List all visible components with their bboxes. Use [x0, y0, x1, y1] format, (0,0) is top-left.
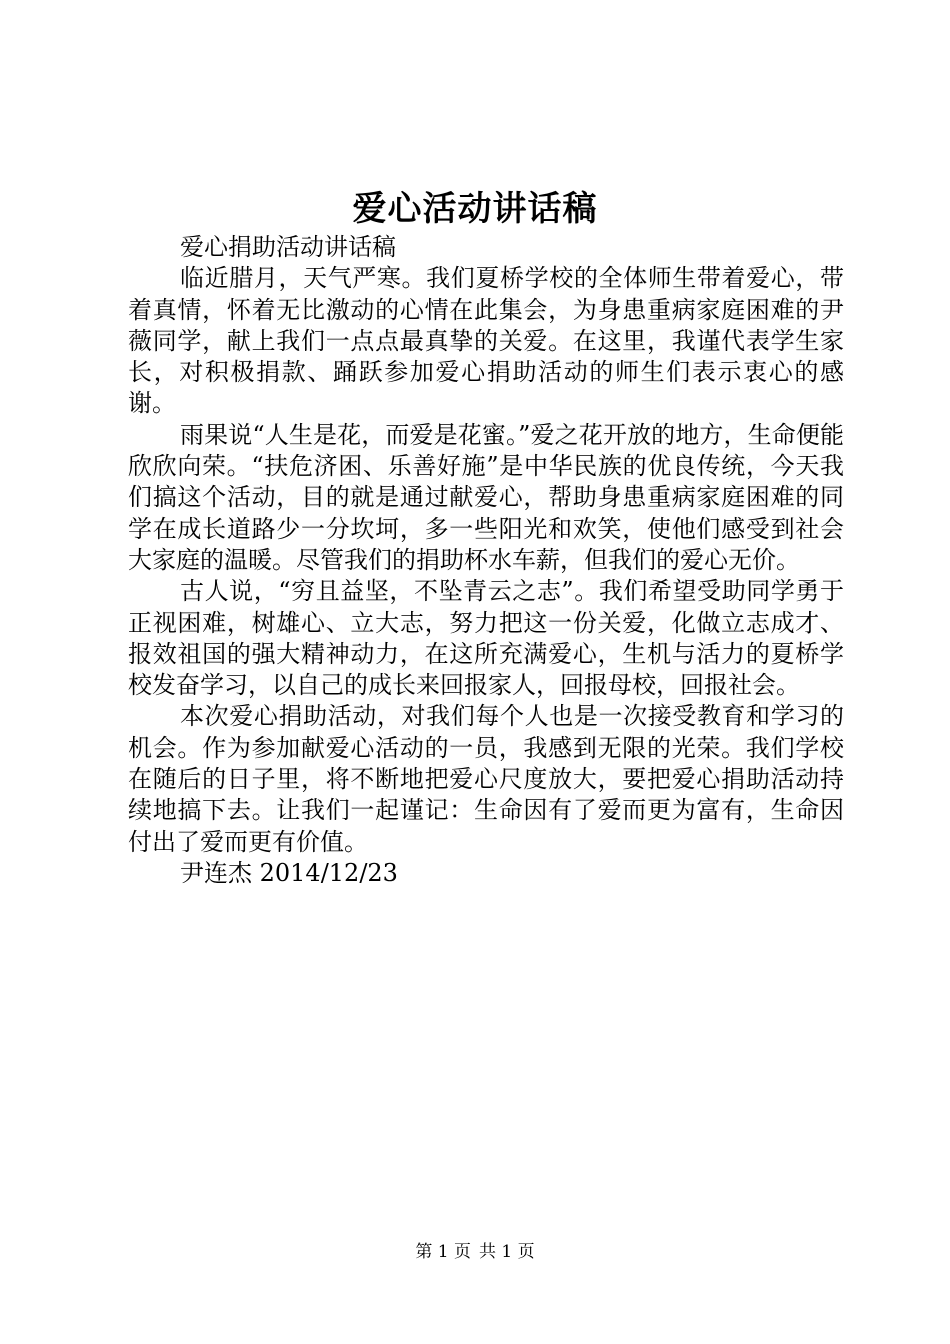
page-total: 共 1 页 — [479, 1242, 535, 1262]
paragraph-4: 本次爱心捐助活动，对我们每个人也是一次接受教育和学习的机会。作为参加献爱心活动的一员，我感到无限的光荣。我们学校在随后的日子里，将不断地把爱心尺度放大，要把爱心捐助活动持续地搞下去。让我们一起谨记：生命因有了爱而更为富有，生命因付出了爱而更有价值。 — [128, 702, 844, 856]
page-number: 第 1 页 — [415, 1242, 471, 1262]
page-footer — [0, 1240, 950, 1264]
paragraph-2: 雨果说“人生是花，而爱是花蜜。”爱之花开放的地方，生命便能欣欣向荣。“扶危济困、乐善好施”是中华民族的优良传统，今天我们搞这个活动，目的就是通过献爱心，帮助身患重病家庭困难的同学在成长道路少一分坎坷，多一些阳光和欢笑，使他们感受到社会大家庭的温暖。尽管我们的捐助杯水车薪，但我们的爱心无价。 — [128, 420, 844, 574]
paragraph-1: 临近腊月，天气严寒。我们夏桥学校的全体师生带着爱心，带着真情，怀着无比激动的心情在此集会，为身患重病家庭困难的尹薇同学，献上我们一点点最真挚的关爱。在这里，我谨代表学生家长，对积极捐款、踊跃参加爱心捐助活动的师生们表示衷心的感谢。 — [128, 264, 844, 418]
signature-line: 尹连杰 2014/12/23 — [180, 858, 398, 887]
page-title: 爱心活动讲话稿 — [352, 189, 598, 229]
document-body — [128, 232, 844, 889]
paragraph-3: 古人说，“穷且益坚，不坠青云之志”。我们希望受助同学勇于正视困难，树雄心、立大志，努力把这一份关爱，化做立志成才、报效祖国的强大精神动力，在这所充满爱心，生机与活力的夏桥学校发奋学习，以自己的成长来回报家人，回报母校，回报社会。 — [128, 577, 844, 700]
document-subtitle: 爱心捐助活动讲话稿 — [180, 233, 396, 261]
